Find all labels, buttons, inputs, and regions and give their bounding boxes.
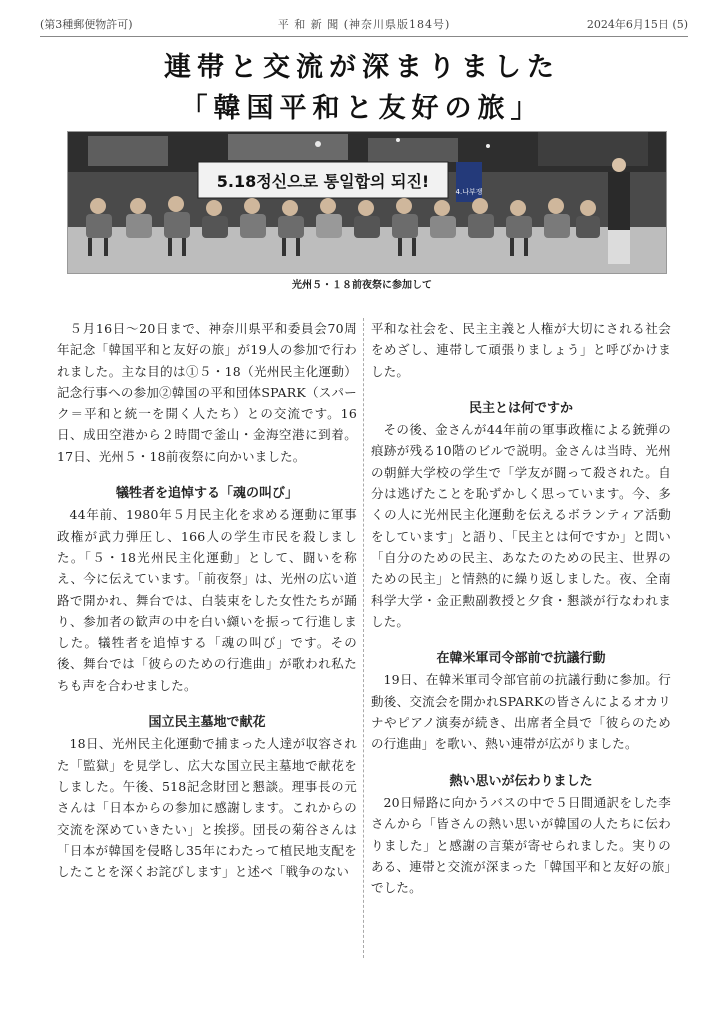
section-heading: 熱い思いが伝わりました [449, 773, 593, 789]
photo-illustration [68, 132, 666, 273]
issue-date-page: 2024年6月15日 (5) [586, 18, 688, 31]
section-heading: 在韓米軍司令部前で抗議行動 [436, 651, 606, 667]
article-column-left [57, 318, 357, 882]
section-heading: 国立民主墓地で献花 [148, 715, 266, 731]
page-header [40, 16, 688, 36]
newspaper-name: 平 和 新 聞 (神奈川県版184号) [277, 18, 451, 31]
section-body: 19日、在韓米軍司令部官前の抗議行動に参加。行動後、交流会を開かれSPARKの皆さんによるオカリナやピアノ演奏が続き、出席者全員で「彼らのための行進曲」を歌い、熱い連帯が広がりました。 [371, 672, 671, 752]
article-continuation: 平和な社会を、民主主義と人権が大切にされる社会をめざし、連帯して頑張りましょう」と呼びかけました。 [371, 321, 671, 379]
section-heading: 民主とは何ですか [468, 400, 573, 416]
header-rule [40, 36, 688, 37]
section-body: 20日帰路に向かうバスの中で５日間通訳をした李さんから「皆さんの熱い思いが韓国の人たちに伝わりました」と感謝の言葉が寄せられました。実りのある、連帯と交流が深まった「韓国平和と友好の旅」でした。 [371, 794, 671, 896]
column-divider [363, 318, 364, 958]
flag [456, 162, 482, 202]
headline-line-2: 「韓国平和と友好の旅」 [180, 93, 544, 124]
banner-text: 5.18정신으로 통일합의 되진! [216, 172, 430, 191]
article-column-right [371, 318, 671, 898]
news-photo [67, 131, 667, 274]
section-body: 44年前、1980年５月民主化を求める運動に軍事政権が武力弾圧し、166人の学生市民を殺しました。「５・18光州民主化運動」として、闘いを称え、今に伝えています。「前夜祭」は、光州の広い道路で開かれ、舞台では、白装束をした女性たちが踊り、参加者の歓声の中を白い纐いを振って行進しました。犠牲者を追悼する「魂の叫び」です。その後、舞台では「彼らのための行進曲」が歌われ私たちも声を合わせました。 [57, 507, 357, 693]
article-intro: ５月16日〜20日まで、神奈川県平和委員会70周年記念「韓国平和と友好の旅」が19人の参加で行われました。主な目的は①５・18（光州民主化運動）記念行事への参加②韓国の平和団体SPARK（スパーク＝平和と統一を開く人たち）との交流です。16日、成田空港から２時間で釜山・金海空港に到着。17日、光州５・18前夜祭に向かいました。 [57, 321, 357, 464]
photo-caption: 光州５・１８前夜祭に参加して [292, 280, 432, 291]
section-heading: 犠牲者を追悼する「魂の叫び」 [115, 486, 298, 502]
section-body: 18日、光州民主化運動で捕まった人達が収容された「監獄」を見学し、広大な国立民主墓地で献花をしました。午後、518記念財団と懇談。理事長の元さんは「日本からの参加に感謝します。これからの交流を深めていきたい」と挨拶。団長の菊谷さんは「日本が韓国を侵略し35年にわたって植民地支配をしたことを深くお詫びします」と述べ「戦争のない [57, 736, 357, 880]
headline-line-1: 連帯と交流が深まりました [164, 52, 560, 83]
postal-permit: (第3種郵便物許可) [40, 18, 133, 31]
flag-text: 4.나부쟁 [455, 188, 483, 196]
section-body: その後、金さんが44年前の軍事政権による銃弾の痕跡が残る10階のビルで説明。金さんは当時、光州の朝鮮大学校の学生で「学友が闘って殺された。自分は逃げたことを恥ずかしく思っています。今、多くの人に光州民主化運動を伝えるボランティア活動をしています」と語り、「民主とは何ですか」と問い「自分のための民主、あなたのための民主、世界のための民主」と情熱的に繰り返しました。夜、全南科学大学・金正勲副教授と夕食・懇談が行なわれました。 [371, 422, 671, 629]
